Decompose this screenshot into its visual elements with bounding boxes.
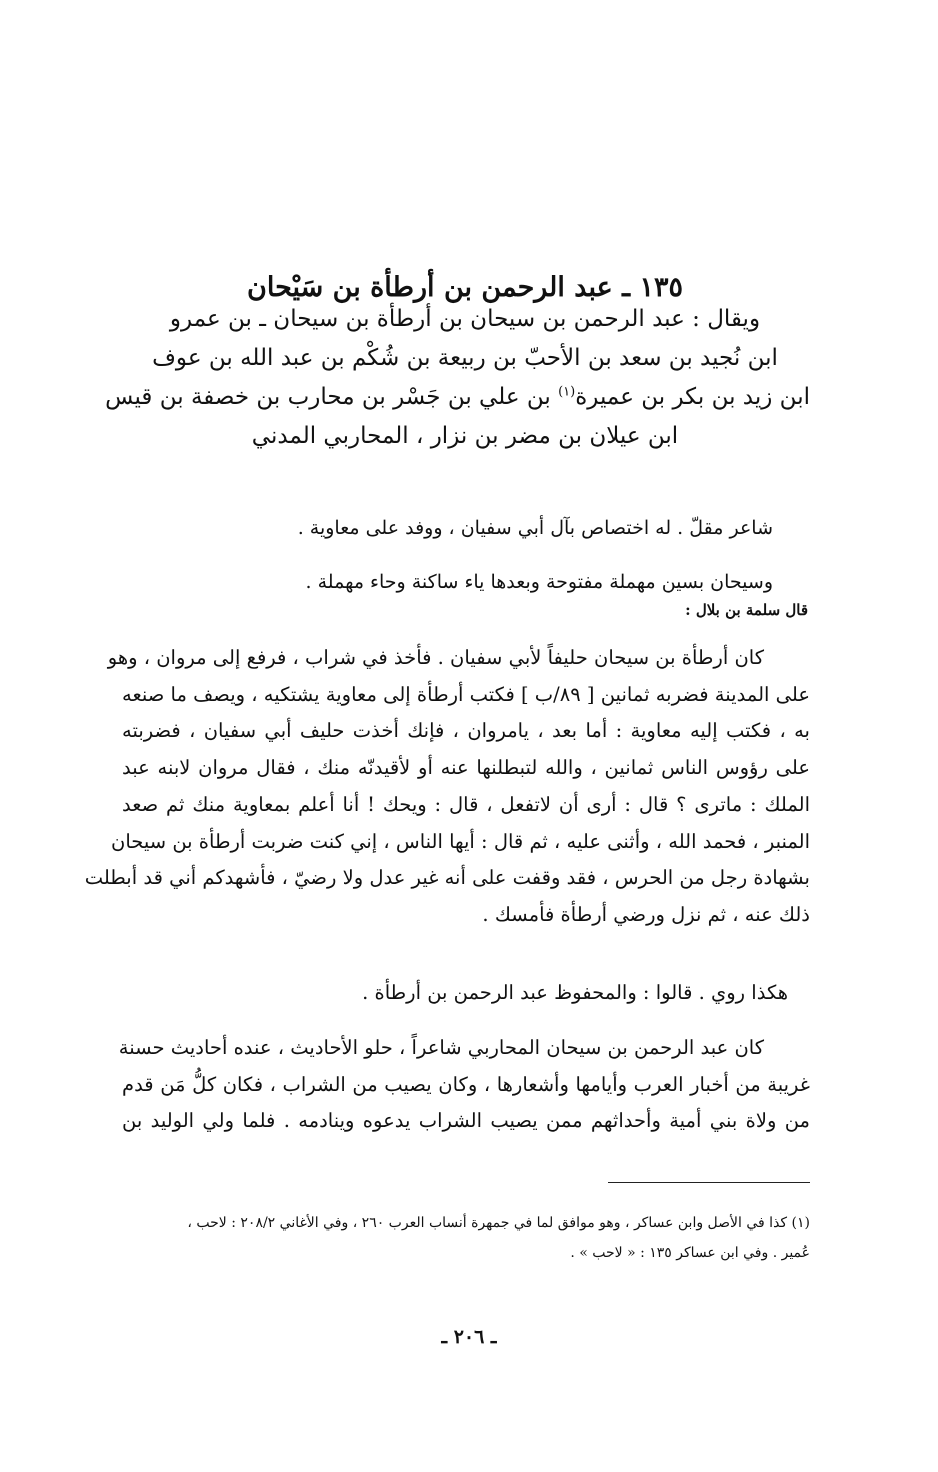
entry-heading: ١٣٥ ـ عبد الرحمن بن أرطأة بن سَيْحان (247, 272, 683, 304)
page-number: ـ ٢٠٦ ـ (441, 1326, 497, 1348)
text-line: كان أرطأة بن سيحان حليفاً لأبي سفيان . فأخذ في شراب ، فرفع إلى مروان ، وهو (107, 646, 764, 669)
lineage-line: ويقال : عبد الرحمن بن سيحان بن أرطأة بن سيحان ـ بن عمرو (169, 306, 761, 332)
poet-note: شاعر مقلّ . له اختصاص بآل أبي سفيان ، ووفد على معاوية . (297, 517, 773, 539)
text-line: على رؤوس الناس ثمانين ، والله لتبطلنها عنه أو لأقيدنّه منك ، فقال مروان لابنه عبد (122, 756, 810, 780)
biography-paragraph (118, 1030, 810, 1140)
narration-remark (148, 975, 788, 1012)
footnote-divider (608, 1182, 810, 1183)
text-line: هكذا روي . قالوا : والمحفوظ عبد الرحمن بن أرطأة . (362, 981, 788, 1004)
footnotes (122, 1208, 810, 1268)
lineage-line: ابن عيلان بن مضر بن نزار ، المحاربي المدني (251, 423, 679, 449)
spelling-note: وسيحان بسين مهملة مفتوحة وبعدها ياء ساكنة وحاء مهملة . (305, 571, 773, 593)
narration-paragraph (84, 640, 810, 934)
footnote-line: (١) كذا في الأصل وابن عساكر ، وهو موافق لما في جمهرة أنساب العرب ٢٦٠ ، وفي الأغاني ٢٠٨/٢ : لاحب ، (187, 1215, 810, 1231)
footnote-marker: (١) (558, 384, 576, 400)
text-line: ذلك عنه ، ثم نزل ورضي أرطأة فأمسك . (482, 902, 810, 926)
narrator-label: قال سلمة بن بلال : (685, 601, 808, 619)
text-line: المنبر ، فحمد الله ، وأثنى عليه ، ثم قال : أيها الناس ، إني كنت ضربت أرطأة بن سيحان (111, 829, 810, 853)
lineage-line: ابن نُجيد بن سعد بن الأحبّ بن ربيعة بن شُكْم بن عبد الله بن عوف (152, 345, 778, 371)
text-line: بشهادة رجل من الحرس ، فقد وقفت على أنه غير عدل ولا رضيّ ، فأشهدكم أني قد أبطلت (84, 866, 810, 890)
footnote-line: عُمير . وفي ابن عساكر ١٣٥ : « لاحب » . (570, 1245, 810, 1261)
text-line: به ، فكتب إليه معاوية : أما بعد ، يامروان ، فإنك أخذت حليف أبي سفيان ، فضربته (122, 719, 810, 743)
text-line: الملك : ماترى ؟ قال : أرى أن لاتفعل ، قال : ويحك ! أنا أعلم بمعاوية منك ثم صعد (122, 792, 810, 816)
text-line: كان عبد الرحمن بن سيحان المحاربي شاعراً ، حلو الأحاديث ، عنده أحاديث حسنة (118, 1036, 764, 1059)
text-line: غريبة من أخبار العرب وأيامها وأشعارها ، وكان يصيب من الشراب ، فكان كلُّ مَن قدم (122, 1072, 810, 1096)
text-line: على المدينة فضربه ثمانين [ ٨٩/ب ] فكتب أرطأة إلى معاوية يشتكيه ، ويصف ما صنعه (122, 682, 810, 706)
text-line: من ولاة بني أمية وأحداثهم ممن يصيب الشراب يدعوه وينادمه . فلما ولي الوليد بن (122, 1109, 810, 1133)
lineage-line (105, 378, 810, 417)
entry-lineage (105, 300, 810, 456)
lineage-line-part: بن علي بن جَسْر بن محارب بن خصفة بن قيس (105, 384, 559, 410)
lineage-line-part: ابن زيد بن بكر بن عميرة (575, 384, 810, 410)
